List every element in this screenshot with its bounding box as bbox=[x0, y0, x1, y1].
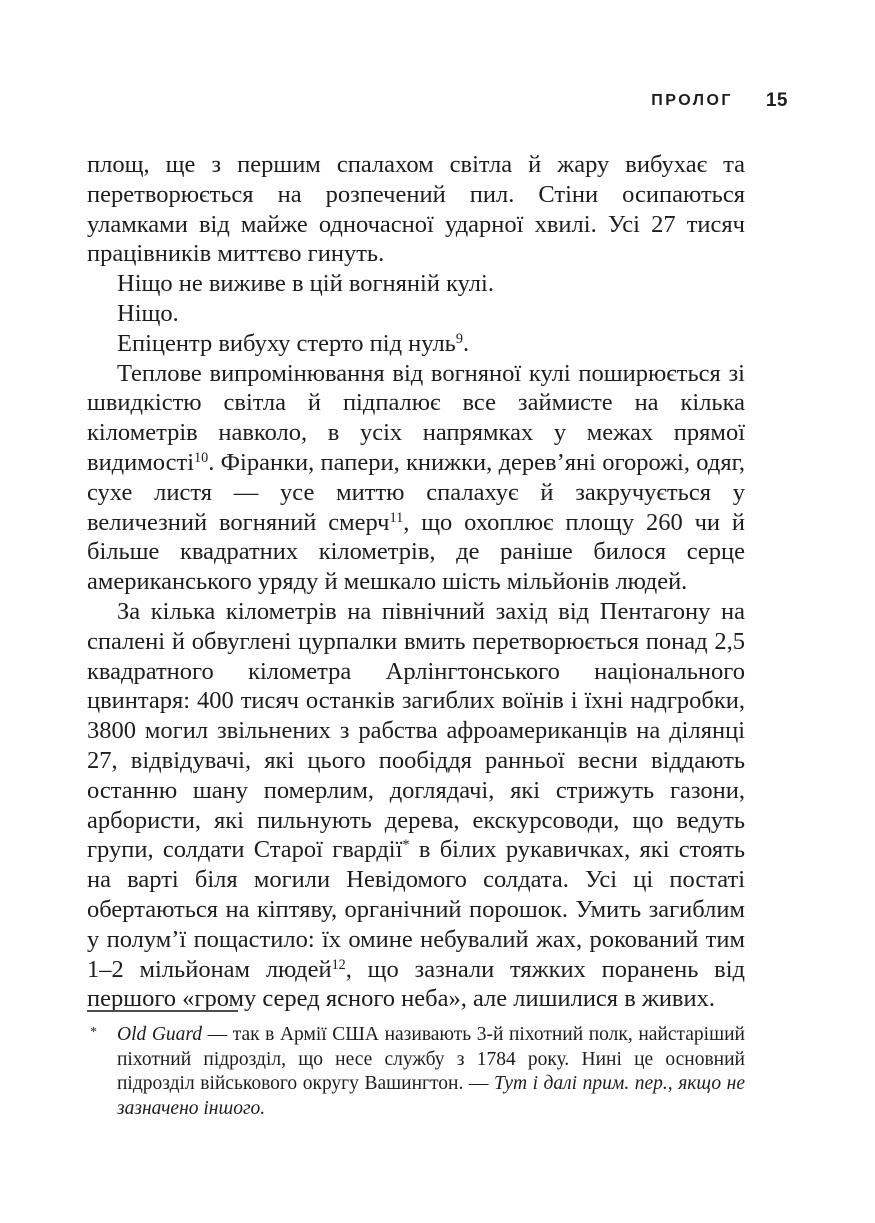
text-run: Ніщо. bbox=[117, 299, 179, 327]
text-run: площ, ще з першим спалахом світла й жару вибухає та перетворюється на розпечений пил. Стіни осипаються уламками від майже одночасної ударної хвилі. Усі 27 тисяч працівників миттєво гинуть. bbox=[87, 151, 745, 268]
footnote-rule bbox=[87, 1010, 238, 1012]
footnote-text bbox=[117, 1023, 745, 1121]
paragraph bbox=[87, 597, 745, 1014]
paragraph bbox=[87, 150, 745, 269]
paragraph bbox=[87, 359, 745, 597]
running-header bbox=[87, 90, 788, 112]
superscript-reference: 9 bbox=[455, 330, 463, 347]
text-run: , що охоплює площу 260 чи й більше квадратних кілометрів, де раніше билося серце американського уряду й мешкало шість мільйонів людей. bbox=[87, 508, 745, 596]
text-run: Ніщо не виживе в цій вогняній кулі. bbox=[117, 270, 494, 298]
italic-text: Old Guard bbox=[117, 1024, 203, 1045]
superscript-reference: 11 bbox=[389, 509, 404, 526]
text-run: Епіцентр вибуху стерто під нуль bbox=[117, 329, 456, 357]
text-run: За кілька кілометрів на північний захід від Пентагону на спалені й обвуглені цурпалки вмить перетворюється понад 2,5 квадратного кілометра Арлінгтонського національного цвинтаря: 400 тисяч останків загиблих воїнів і їхні надгробки, 3800 могил звільнених з рабства афроамериканців на ділянці 27, відвідувачі, які цього пообіддя ранньої весни віддають останню шану померлим, доглядачі, які стрижуть газони, арбористи, які пильнують дерева, екскурсоводи, що ведуть групи, солдати Старої гвардії bbox=[87, 597, 745, 864]
superscript-reference: 12 bbox=[331, 956, 346, 973]
text-run: Теплове випромінювання від вогняної кулі поширюється зі швидкістю світла й підпалює все займисте на кілька кілометрів навколо, в усіх напрямках у межах прямої видимості bbox=[87, 359, 745, 476]
text-run: , що зазнали тяжких поранень від першого «грому серед ясного неба», але лишилися в живих. bbox=[87, 955, 745, 1013]
text-run: . Фіранки, папери, книжки, дерев’яні огорожі, одяг, сухе листя — усе миттю спалахує й закручується у величезний вогняний смерч bbox=[87, 448, 745, 536]
italic-text: Тут і далі прим. пер., якщо не зазначено іншого. bbox=[117, 1073, 745, 1119]
body-text bbox=[87, 150, 745, 1014]
footnote-area bbox=[87, 1010, 745, 1121]
text-run: — так в Армії США називають 3-й піхотний полк, найстаріший піхотний підрозділ, що несе службу з 1784 року. Нині це основний підрозділ військового округу Вашингтон. — bbox=[117, 1024, 745, 1094]
paragraph bbox=[87, 329, 745, 359]
text-run: в білих рукавичках, які стоять на варті біля могили Невідомого солдата. Усі ці постаті обертаються на кіптяву, органічний порошок. Умить загиблим у полум’ї пощастило: їх омине небувалий жах, рокований тим 1–2 мільйонам людей bbox=[87, 836, 745, 983]
footnote-marker: * bbox=[90, 1025, 97, 1040]
text-run: . bbox=[462, 329, 470, 357]
footnote bbox=[87, 1023, 745, 1121]
paragraph bbox=[87, 299, 745, 329]
superscript-reference: 10 bbox=[194, 450, 209, 467]
page-number: 15 bbox=[765, 90, 788, 111]
running-head-title: ПРОЛОГ bbox=[651, 92, 733, 109]
superscript-reference: * bbox=[402, 837, 410, 854]
paragraph bbox=[87, 269, 745, 299]
